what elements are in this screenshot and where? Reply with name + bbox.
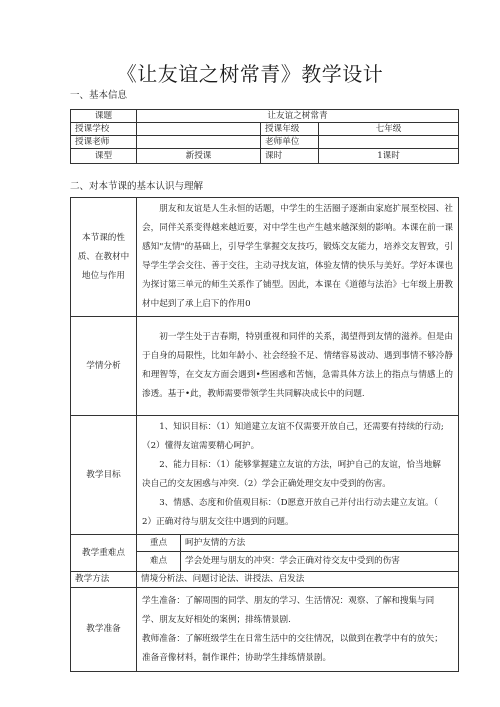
teacher-label: 授课老师	[71, 136, 137, 149]
table-row	[71, 416, 459, 535]
section-heading-basic-info: 一、基本信息	[70, 90, 128, 101]
goal-knowledge: 1、知识目标：（1）知道建立友谊不仅需要开放自己，还需要有持续的行动;	[159, 422, 444, 432]
goal-ability: 2、能力目标：（1）能够掌握建立友谊的方法，呵护自己的友谊，恰当地解	[159, 460, 441, 470]
learners-label: 学情分析	[71, 317, 137, 416]
goal-attitude: 3、情感、态度和价值观目标：（D愿意开放自己并付出行动去建立友谊。（	[159, 498, 438, 508]
prep-teacher-cont: 准备音像材料，制作课件；协助学生排练情景剧。	[142, 652, 332, 663]
goal-attitude-cont: 2）正确对待与朋友交往中遇到的问题。	[142, 517, 294, 527]
table-row	[71, 572, 459, 588]
table-row	[71, 198, 459, 317]
prep-student-cont: 学、朋友友好相处的案例；排练情景剧.	[142, 614, 291, 625]
diff-label: 难点	[137, 552, 181, 572]
prep-student: 学生准备：了解周围的同学、朋友的学习、生活情况：观察、了解和搜集与同	[142, 595, 435, 606]
topic-value: 让友谊之树常青	[137, 110, 459, 123]
table-row	[71, 535, 459, 552]
teacher-value	[137, 136, 261, 149]
diff-value: 学会处理与朋友的冲突：学会正确对待交友中受到的伤害	[181, 552, 459, 572]
hours-label: 课时	[261, 149, 319, 164]
methods-label: 教学方法	[71, 572, 137, 588]
nature-text: 朋友和友谊是人生永恒的话题，中学生的生活圈子逐渐由家庭扩展至校园、社会，同伴关系变得越来越近要，对中学生也产生越来越深刻的影响。本课在前一课感知"友情"的基础上，引导学生掌握交友技巧，锻炼交友能力，培养交友智致，引导学生学会交往、善于交往，主动寻找友谊，体验友情的快乐与美好。学好本课也为探讨第三单元的师生关系作了铺型。因此，本课在《道德与法治》七年级上册教材中起到了承上启下的作用0	[137, 198, 459, 317]
methods-value: 情境分析法、问题讨论法、讲授法、启发法	[137, 572, 459, 588]
goals-text	[137, 416, 459, 535]
table-row	[71, 588, 459, 672]
basic-info-table	[70, 109, 459, 164]
goal-knowledge-cont: （2）懂得友谊需要精心呵护。	[142, 441, 260, 451]
prep-text	[137, 588, 459, 672]
nature-label: 本节课的性质、在教材中地位与作用	[71, 198, 137, 317]
table-row	[71, 110, 459, 123]
grade-value: 七年级	[319, 123, 459, 136]
unit-value	[319, 136, 459, 149]
prep-teacher: 教师准备：了解班级学生在日常生活中的交往情况，以做到在教学中有的放矢；	[142, 633, 443, 644]
table-row	[71, 317, 459, 416]
unit-label: 老师单位	[261, 136, 319, 149]
key-label: 重点	[137, 535, 181, 552]
type-value: 新授课	[137, 149, 261, 164]
type-label: 课型	[71, 149, 137, 164]
goals-label: 教学目标	[71, 416, 137, 535]
section-heading-understanding: 二、对本节课的基本认识与理解	[70, 181, 204, 192]
table-row	[71, 149, 459, 164]
table-row	[71, 136, 459, 149]
hours-value: 1课时	[319, 149, 459, 164]
school-value	[137, 123, 261, 136]
goal-ability-cont: 决自己的交友困惑与冲突.（2）学会正确处理交友中受到的伤害。	[142, 479, 391, 489]
topic-label: 课题	[71, 110, 137, 123]
page-title: 《让友谊之树常青》教学设计	[116, 62, 384, 86]
learners-text: 初一学生处于吉春期，特别重视和同伴的关系，渴望得到友情的滋养。但是由于自身的局限性，比如年龄小、社会经验不足、情绪容易波动、遇到事情不够冷静和理智等，在交友方面会遇到•些困惑和苦恼，急需具体方法上的指点与情感上的渗透。基于•此，教师需要带领学生共同解决成长中的问题.	[137, 317, 459, 416]
key-value: 呵护友情的方法	[181, 535, 459, 552]
understanding-table	[70, 197, 459, 672]
table-row	[71, 123, 459, 136]
keypoints-label: 教学重难点	[71, 535, 137, 572]
school-label: 授课学校	[71, 123, 137, 136]
grade-label: 授课年级	[261, 123, 319, 136]
prep-label: 教学准备	[71, 588, 137, 672]
